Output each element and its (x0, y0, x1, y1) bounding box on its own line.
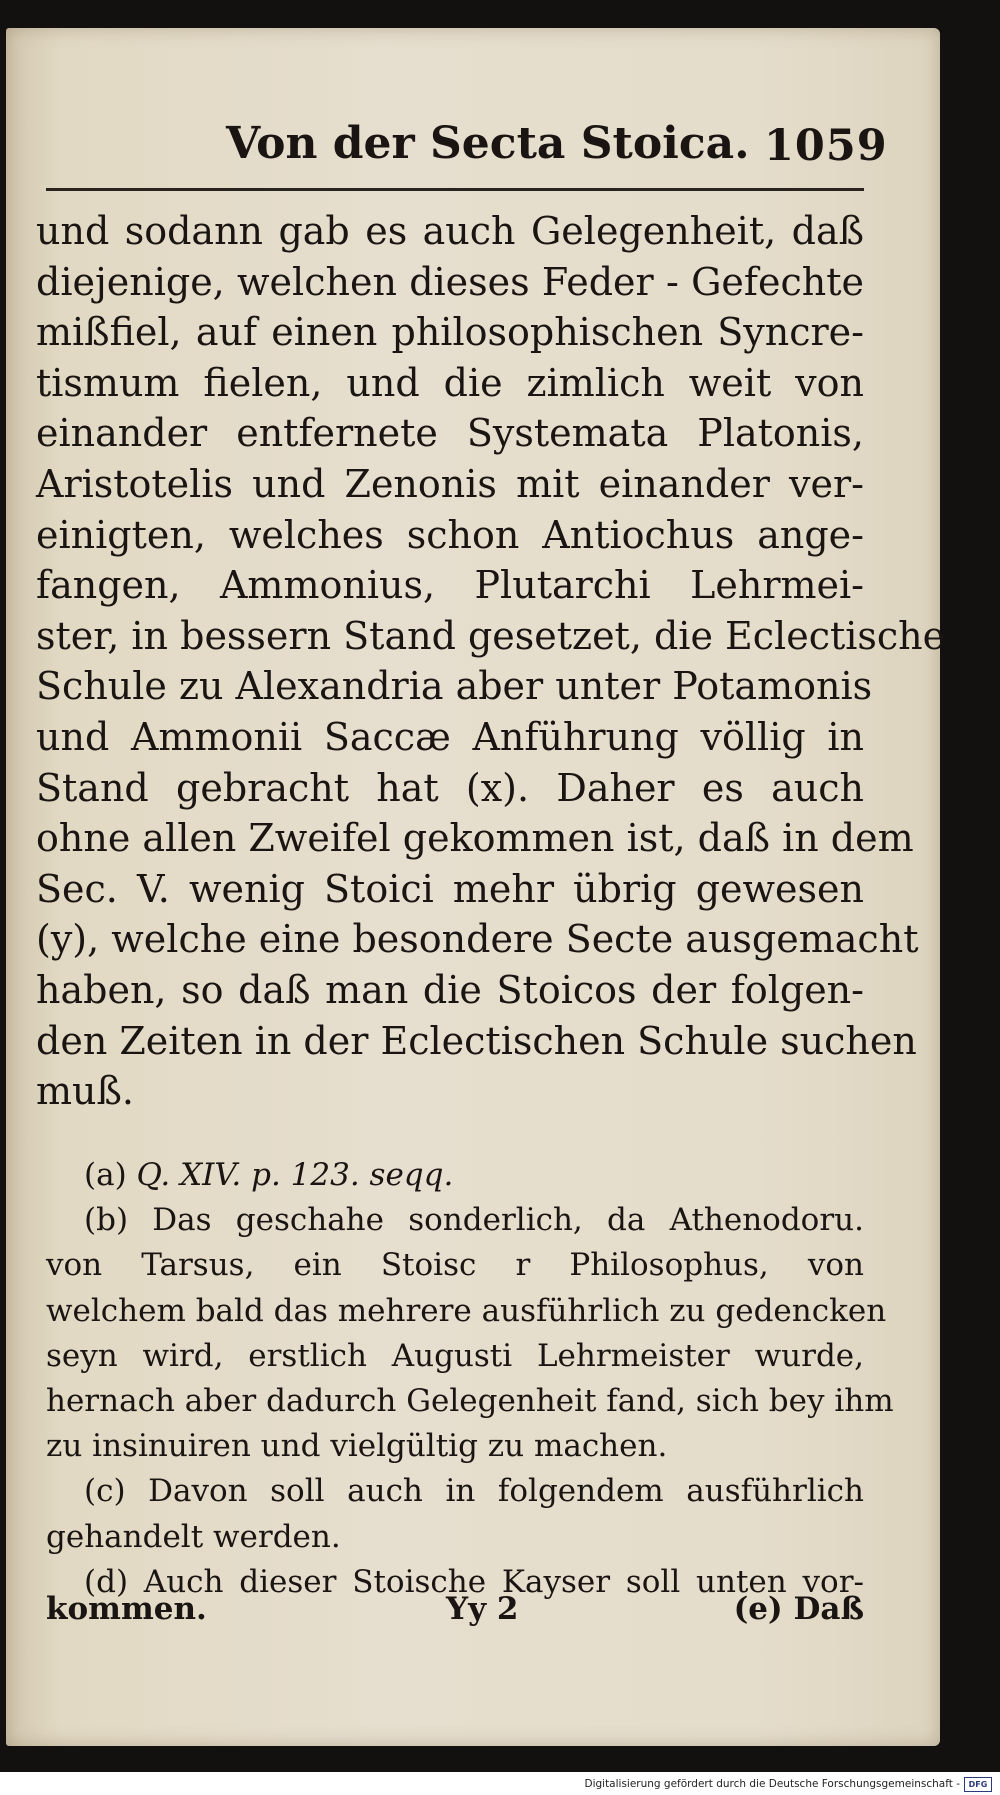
text-line: ohne allen Zweifel gekommen ist, daß in dem (36, 816, 914, 861)
text-line: muß. (36, 1069, 134, 1114)
footnotes (46, 1153, 894, 1605)
page-number: 1059 (764, 121, 888, 171)
text-line: Aristotelis und Zenonis mit einander ver- (36, 461, 864, 506)
page-foot (46, 1586, 864, 1632)
footnote-a (46, 1153, 864, 1198)
text-line: tismum fielen, und die zimlich weit von (36, 360, 864, 405)
signature-mark: Yy 2 (446, 1591, 519, 1627)
text-line: fangen, Ammonius, Plutarchi Lehrmei- (36, 563, 864, 608)
text-line: ster, in bessern Stand gesetzet, die Eclectische (36, 613, 946, 658)
catchword: (e) Daß (733, 1591, 864, 1627)
footnote-line: welchem bald das mehrere ausführlich zu gedencken (46, 1292, 887, 1329)
text-line: den Zeiten in der Eclectischen Schule suchen (36, 1018, 917, 1063)
footnote-marker: (a) (84, 1157, 127, 1193)
footnote-reference: Q. XIV. p. 123. seqq. (136, 1157, 454, 1193)
text-line: Sec. V. wenig Stoici mehr übrig gewesen (36, 866, 864, 911)
header-rule (46, 188, 864, 191)
text-line: Stand gebracht hat (x). Daher es auch (36, 765, 864, 810)
footnote-line: (c) Davon soll auch in folgendem ausführlich (84, 1473, 864, 1510)
text-line: (y), welche eine besondere Secte ausgemacht (36, 917, 919, 962)
footnote-line: hernach aber dadurch Gelegenheit fand, sich bey ihm (46, 1382, 894, 1419)
footnote-line: zu insinuiren und vielgültig zu machen. (46, 1428, 668, 1465)
credit-text: Digitalisierung gefördert durch die Deutsche Forschungsgemeinschaft - (584, 1778, 960, 1790)
main-text-block (36, 206, 946, 1117)
text-line: einander entfernete Systemata Platonis, (36, 411, 864, 456)
book-page (6, 28, 946, 1746)
footnote-line: von Tarsus, ein Stoisc r Philosophus, von (46, 1247, 864, 1284)
footnote-line: gehandelt werden. (46, 1518, 341, 1555)
footnote-continuation: kommen. (46, 1591, 207, 1627)
running-head-title: Von der Secta Stoica. (226, 118, 750, 169)
footnote-line: (d) Auch dieser Stoische Kayser soll unten vor- (84, 1563, 864, 1600)
text-line: einigten, welches schon Antiochus ange- (36, 512, 864, 557)
footnote-line: (b) Das geschahe sonderlich, da Athenodoru. (84, 1202, 864, 1239)
text-line: mißfiel, auf einen philosophischen Syncre- (36, 310, 864, 355)
dfg-logo-icon: DFG (964, 1777, 992, 1792)
running-head (6, 94, 940, 171)
text-line: haben, so daß man die Stoicos der folgen- (36, 967, 864, 1012)
footnote-line: seyn wird, erstlich Augusti Lehrmeister wurde, (46, 1337, 864, 1374)
text-line: Schule zu Alexandria aber unter Potamonis (36, 664, 873, 709)
text-line: und Ammonii Saccæ Anführung völlig in (36, 714, 864, 759)
digitization-credit (584, 1776, 992, 1792)
text-line: diejenige, welchen dieses Feder - Gefechte (36, 259, 864, 304)
text-line: und sodann gab es auch Gelegenheit, daß (36, 209, 864, 253)
